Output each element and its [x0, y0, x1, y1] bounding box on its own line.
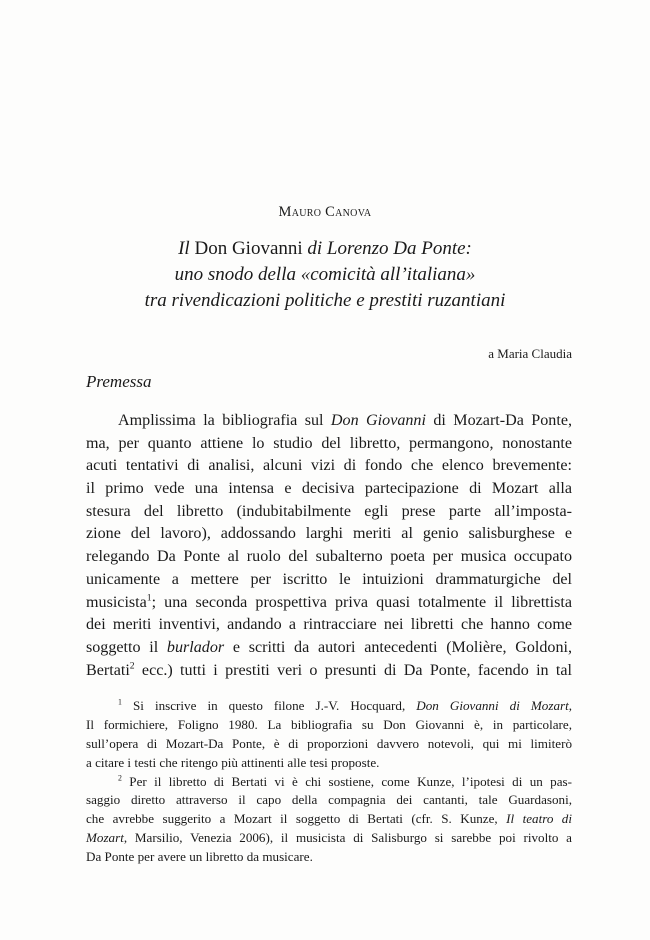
footnote-1: $^1$ Si inscrive in questo filone J.-V. Hocquard, Don Giovanni di Mozart, — [118, 697, 573, 713]
body-line: dei meriti inventivi, andando a rintracciare nei libretti che hanno come — [86, 616, 572, 634]
footnote-number: 2 — [118, 773, 122, 783]
body-line: Amplissima la bibliografia sul Don Giovanni di Mozart-Da Ponte, — [118, 412, 572, 429]
body-line: stesura del libretto (indubitabilmente egli prese parte all’imposta- — [86, 502, 572, 520]
title-opera-name: Don Giovanni — [194, 238, 303, 259]
section-heading: Premessa — [86, 372, 152, 391]
footnote-line: a citare i testi che ritengo più attinenti alle tesi proposte. — [86, 754, 380, 770]
body-paragraph — [86, 410, 572, 682]
dedication: a Maria Claudia — [488, 346, 572, 361]
footnote-line: Mozart, Marsilio, Venezia 2006), il musicista di Salisburgo si sarebbe poi rivolto a — [86, 830, 572, 846]
footnote-number: 1 — [118, 697, 122, 707]
essay-title — [0, 236, 650, 314]
footnotes — [86, 697, 572, 867]
footnote-line: Il formichiere, Foligno 1980. La bibliografia su Don Giovanni è, in particolare, — [86, 716, 572, 732]
body-line: il primo vede una intensa e decisiva partecipazione di Mozart alla — [86, 480, 572, 498]
footnote-ref: 1 — [146, 592, 152, 604]
body-line: soggetto il burlador e scritti da autori antecedenti (Molière, Goldoni, — [86, 638, 573, 656]
title-italic-rest: di Lorenzo Da Ponte: — [307, 238, 472, 259]
footnote-line: Da Ponte per avere un libretto da musicare. — [86, 849, 313, 865]
body-line: ma, per quanto attiene lo studio del libretto, permangono, nonostante — [86, 434, 572, 452]
body-line: Bertati$^2$ ecc.) tutti i prestiti veri o presunti di Da Ponte, facendo in tal — [86, 660, 572, 679]
title-line-3: tra rivendicazioni politiche e prestiti ruzantiani — [144, 290, 506, 311]
body-line: zione del lavoro), addossando larghi meriti al genio salisburghese e — [86, 525, 572, 543]
author-name: Mauro Canova — [278, 204, 372, 220]
title-line-2: uno snodo della «comicità all’italiana» — [174, 264, 476, 285]
footnote-line: saggio diretto attraverso il capo della compagnia dei cantanti, tale Guardasoni, — [86, 792, 572, 808]
body-line: relegando Da Ponte al ruolo del subalterno poeta per musica occupato — [86, 548, 572, 566]
title-line-1 — [0, 236, 650, 262]
body-line: unicamente a mettere per iscritto le intuizioni drammaturgiche del — [86, 570, 572, 588]
body-line: musicista$^1$; una seconda prospettiva priva quasi totalmente il librettista — [86, 592, 572, 611]
footnote-line: che avrebbe suggerito a Mozart il soggetto di Bertati (cfr. S. Kunze, Il teatro di — [86, 811, 572, 827]
footnote-ref: 2 — [129, 660, 135, 672]
title-italic-il: Il — [178, 238, 190, 259]
footnote-line: sull’opera di Mozart-Da Ponte, è di proporzioni davvero notevoli, qui mi limiterò — [86, 735, 572, 751]
body-line: acuti tentativi di analisi, alcuni vizi di fondo che elenco brevemente: — [86, 457, 572, 475]
footnote-2: $^2$ Per il libretto di Bertati vi è chi sostiene, come Kunze, l’ipotesi di un pas- — [118, 773, 572, 789]
